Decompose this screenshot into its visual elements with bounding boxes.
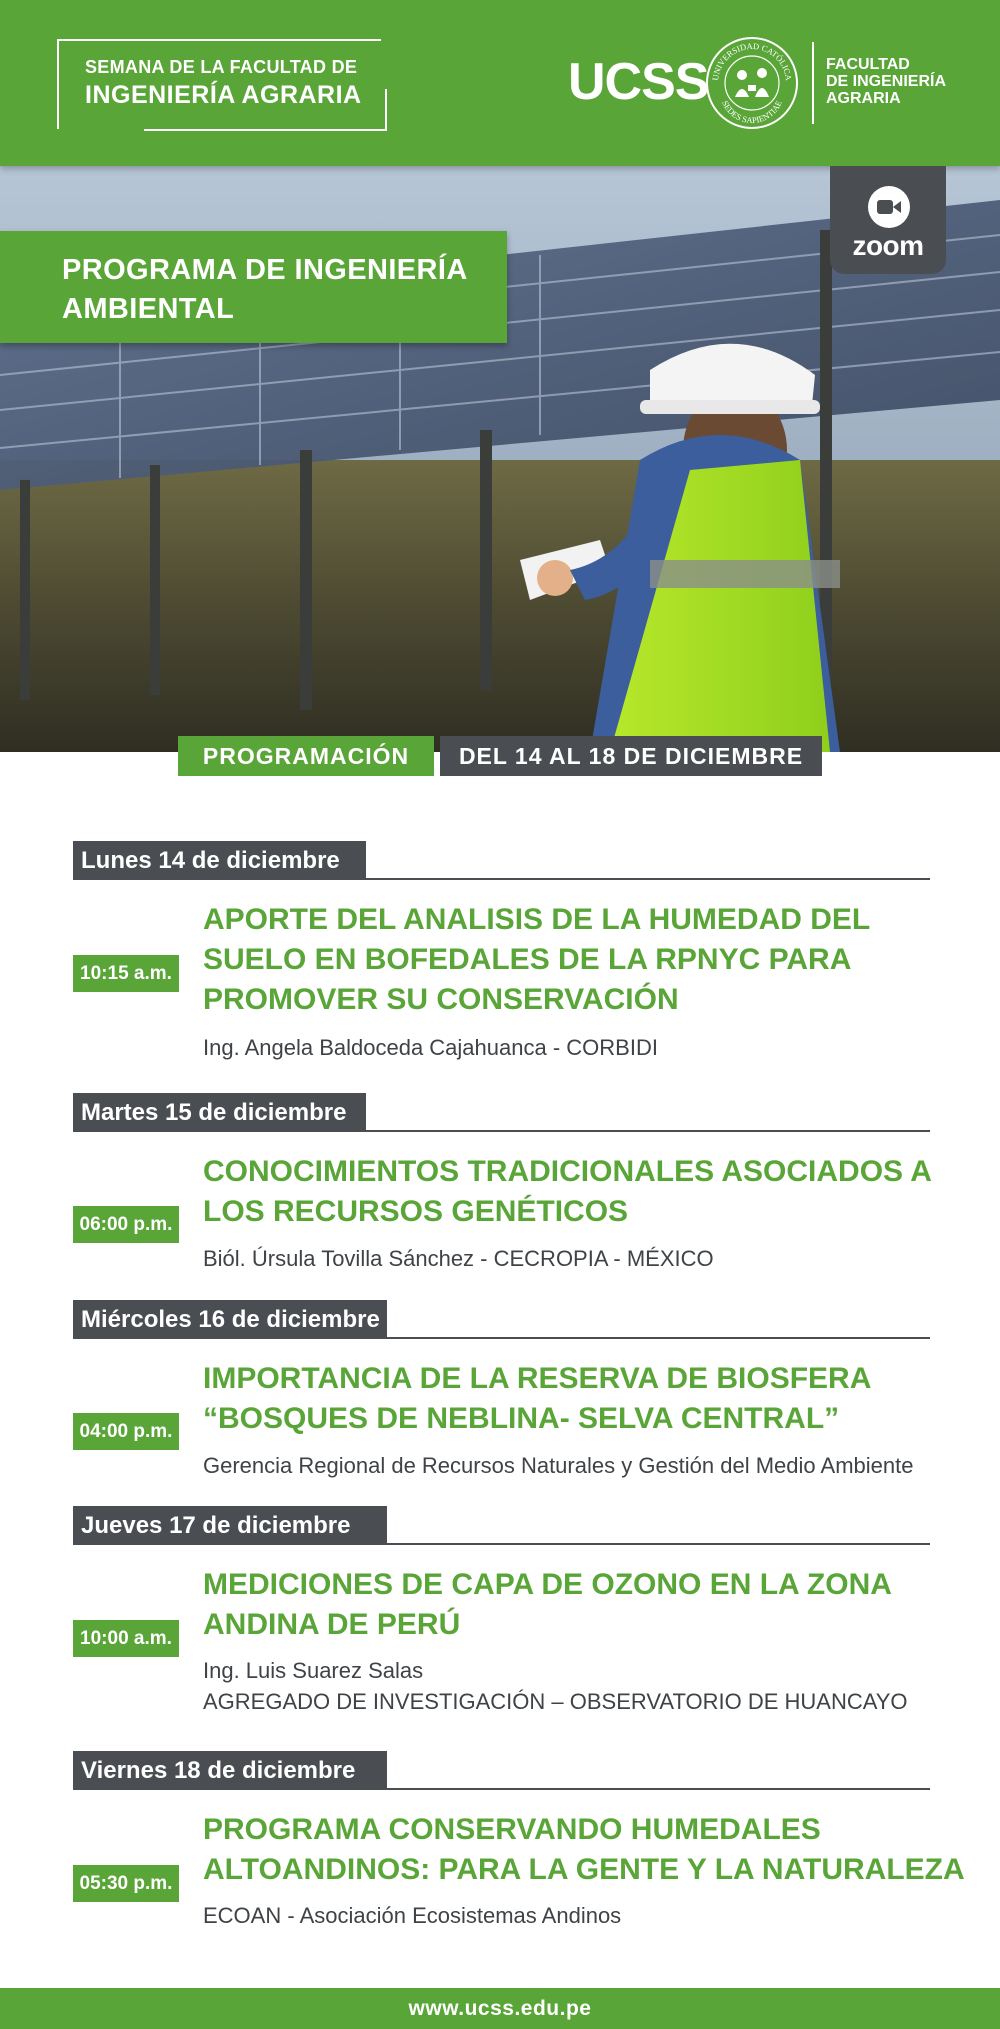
day-divider <box>73 878 930 880</box>
date-range-label: DEL 14 AL 18 DE DICIEMBRE <box>440 736 822 776</box>
talk-speaker <box>203 1655 993 1717</box>
day-divider <box>73 1130 930 1132</box>
day-header: Lunes 14 de diciembre <box>73 841 366 880</box>
programacion-label: PROGRAMACIÓN <box>178 736 434 776</box>
seal-bottom-text: SEDES SAPIENTIAE <box>720 98 784 126</box>
time-badge: 06:00 p.m. <box>73 1206 179 1243</box>
talk-speaker <box>203 1450 993 1481</box>
talk-title-line: SUELO EN BOFEDALES DE LA RPNYC PARA <box>203 943 852 976</box>
time-badge: 04:00 p.m. <box>73 1413 179 1450</box>
faculty-line: AGRARIA <box>826 90 901 107</box>
talk-title-line: APORTE DEL ANALISIS DE LA HUMEDAD DEL <box>203 903 871 936</box>
footer-website-link[interactable]: www.ucss.edu.pe <box>0 1988 1000 2029</box>
talk-title <box>203 1810 963 1890</box>
talk-title-line: MEDICIONES DE CAPA DE OZONO EN LA ZONA <box>203 1568 892 1601</box>
header-bar <box>0 0 1000 166</box>
speaker-line: Ing. Luis Suarez Salas <box>203 1658 424 1683</box>
speaker-line: AGREGADO DE INVESTIGACIÓN – OBSERVATORIO DE HUANCAYO <box>203 1689 908 1714</box>
ucss-logo: UCSS <box>568 53 709 111</box>
program-title-line: AMBIENTAL <box>62 293 235 325</box>
talk-title-line: ALTOANDINOS: PARA LA GENTE Y LA NATURALEZA <box>203 1853 965 1886</box>
talk-title-line: IMPORTANCIA DE LA RESERVA DE BIOSFERA <box>203 1362 872 1395</box>
talk-title <box>203 1565 963 1645</box>
talk-speaker <box>203 1243 993 1274</box>
program-title-line: PROGRAMA DE INGENIERÍA <box>62 254 468 286</box>
day-header: Viernes 18 de diciembre <box>73 1751 387 1790</box>
event-title-box <box>57 39 381 129</box>
svg-text:UNIVERSIDAD CATÓLICA <box>710 41 794 82</box>
day-divider <box>73 1337 930 1339</box>
seal-top-text: UNIVERSIDAD CATÓLICA <box>710 40 794 82</box>
faculty-line: FACULTAD <box>826 56 910 73</box>
program-title-box <box>0 231 507 343</box>
event-title-line1: SEMANA DE LA FACULTAD DE <box>85 57 358 77</box>
talk-speaker <box>203 1032 993 1063</box>
logo-divider <box>812 42 814 124</box>
faculty-name <box>826 56 946 107</box>
day-header: Jueves 17 de diciembre <box>73 1506 387 1545</box>
time-badge: 10:15 a.m. <box>73 955 179 992</box>
talk-title-line: “BOSQUES DE NEBLINA- SELVA CENTRAL” <box>203 1402 840 1435</box>
speaker-line: ECOAN - Asociación Ecosistemas Andinos <box>203 1903 622 1928</box>
zoom-badge <box>830 166 946 274</box>
talk-title-line: PROMOVER SU CONSERVACIÓN <box>203 983 679 1016</box>
talk-title-line: CONOCIMIENTOS TRADICIONALES ASOCIADOS A <box>203 1155 932 1188</box>
talk-title <box>203 1152 963 1232</box>
time-badge: 05:30 p.m. <box>73 1865 179 1902</box>
talk-title-line: LOS RECURSOS GENÉTICOS <box>203 1195 629 1228</box>
talk-title <box>203 1359 963 1439</box>
event-title-line2: INGENIERÍA AGRARIA <box>85 81 362 109</box>
zoom-label: zoom <box>852 230 924 261</box>
day-header: Miércoles 16 de diciembre <box>73 1300 387 1339</box>
time-badge: 10:00 a.m. <box>73 1620 179 1657</box>
university-seal-icon <box>704 35 800 131</box>
talk-title-line: ANDINA DE PERÚ <box>203 1608 461 1641</box>
day-header: Martes 15 de diciembre <box>73 1093 366 1132</box>
talk-title-line: PROGRAMA CONSERVANDO HUMEDALES <box>203 1813 821 1846</box>
speaker-line: Biól. Úrsula Tovilla Sánchez - CECROPIA - MÉXICO <box>203 1246 714 1271</box>
speaker-line: Ing. Angela Baldoceda Cajahuanca - CORBIDI <box>203 1035 658 1060</box>
day-divider <box>73 1543 930 1545</box>
faculty-line: DE INGENIERÍA <box>826 73 947 90</box>
talk-speaker <box>203 1900 993 1931</box>
speaker-line: Gerencia Regional de Recursos Naturales y Gestión del Medio Ambiente <box>203 1453 914 1478</box>
talk-title <box>203 900 963 1020</box>
video-camera-icon <box>868 186 910 228</box>
day-divider <box>73 1788 930 1790</box>
